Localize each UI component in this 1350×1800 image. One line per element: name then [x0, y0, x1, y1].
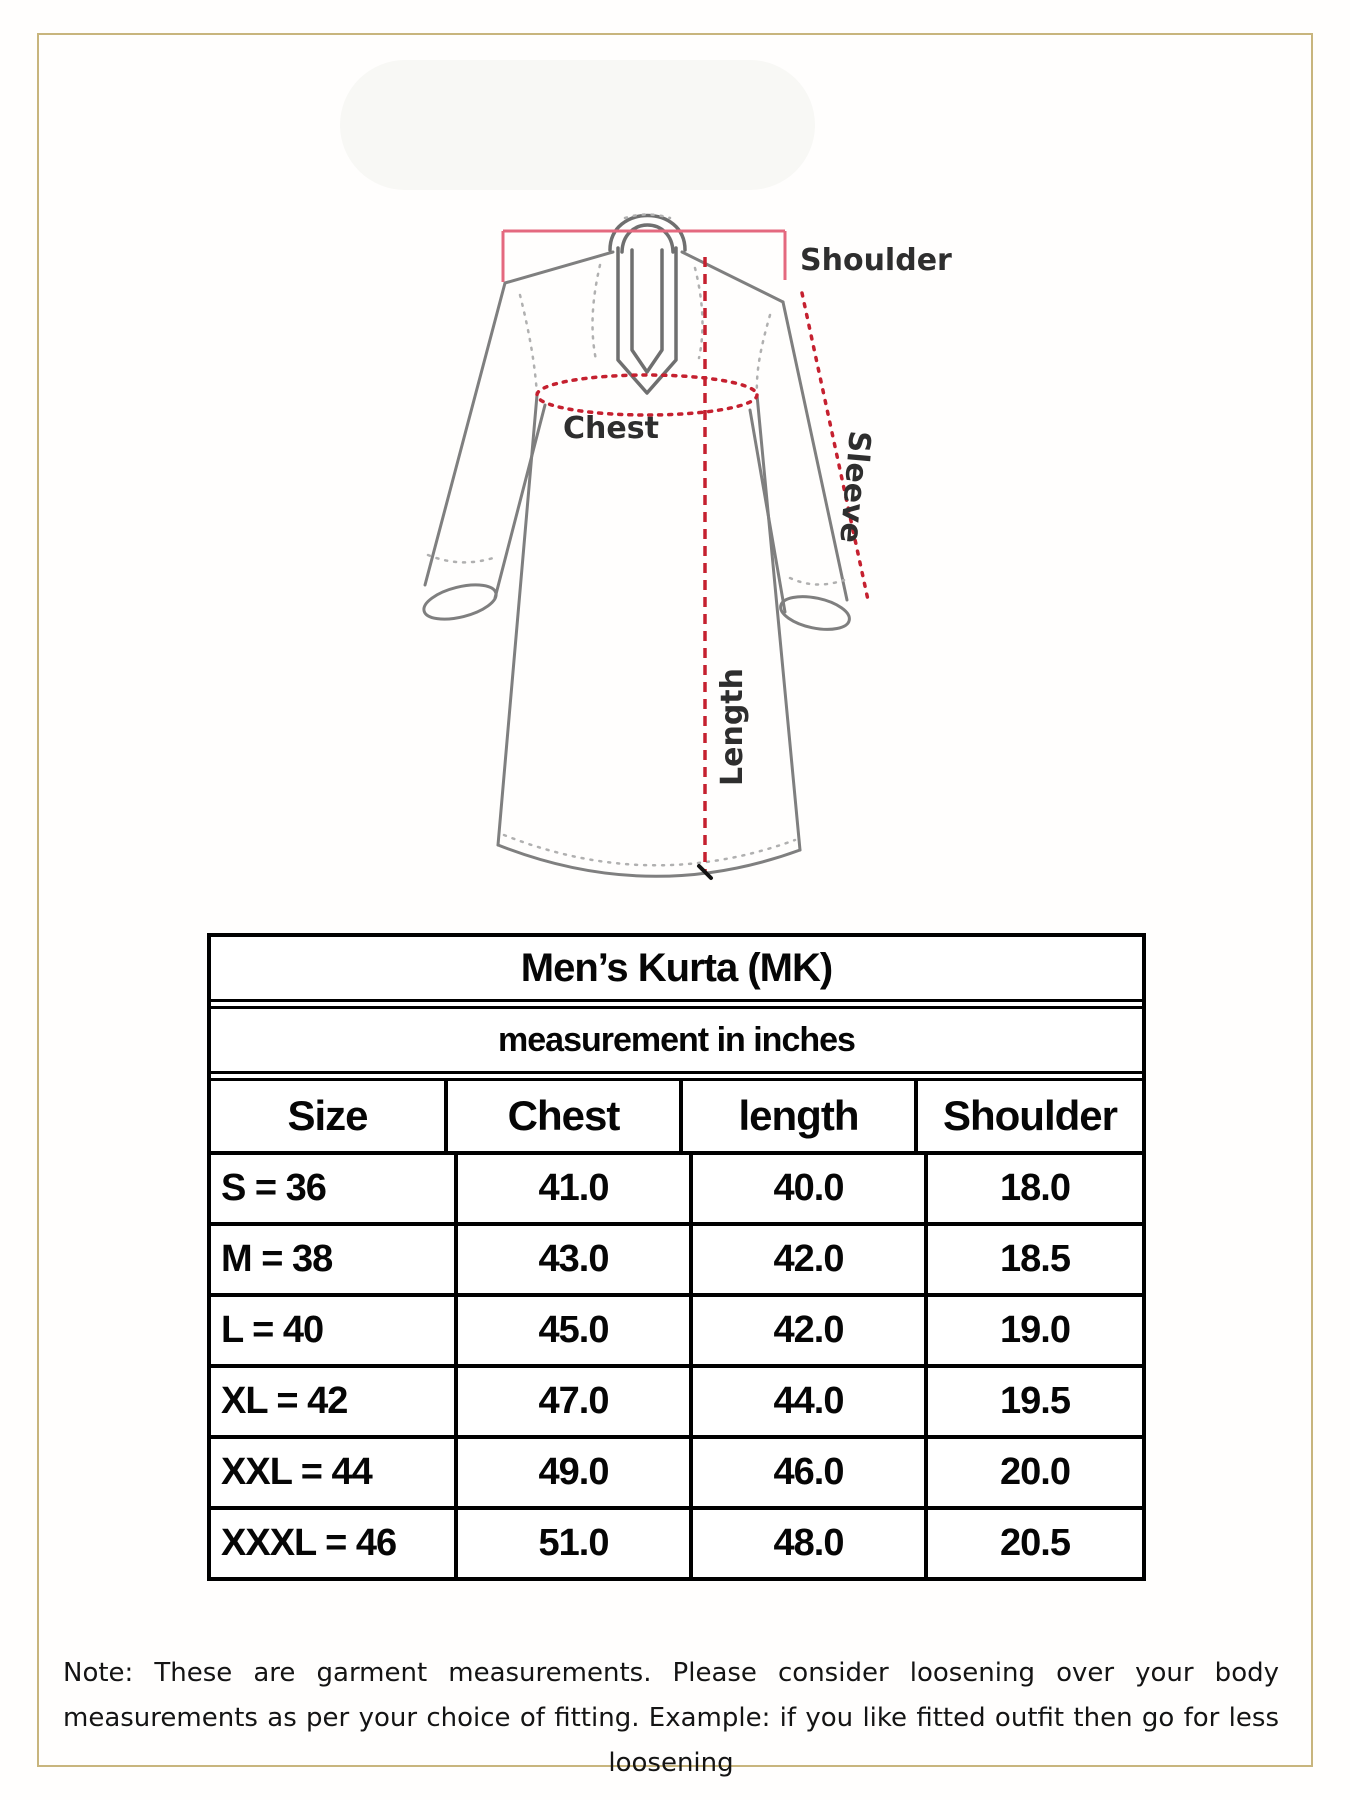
- shoulder-cell: 20.5: [924, 1510, 1142, 1577]
- size-cell: S = 36: [221, 1167, 326, 1209]
- shoulder-cell: 18.0: [924, 1155, 1142, 1222]
- column-header-size: Size: [287, 1092, 368, 1139]
- seam-stitch-dots: [428, 215, 844, 866]
- size-cell: XXXL = 46: [221, 1522, 397, 1564]
- shoulder-measure-line: [503, 231, 785, 282]
- column-header-length: length: [679, 1081, 914, 1151]
- faded-watermark-blob: [340, 60, 815, 190]
- table-row: [211, 1151, 1142, 1222]
- chest-cell: 45.0: [454, 1297, 689, 1364]
- length-cell: 42.0: [689, 1226, 924, 1293]
- size-cell: XXL = 44: [221, 1451, 372, 1493]
- shoulder-cell: 19.0: [924, 1297, 1142, 1364]
- table-subtitle: measurement in inches: [211, 1009, 1142, 1081]
- table-row: [211, 1506, 1142, 1577]
- chest-cell: 43.0: [454, 1226, 689, 1293]
- length-cell: 40.0: [689, 1155, 924, 1222]
- kurta-collar-placket: [610, 216, 685, 394]
- shoulder-label: Shoulder: [800, 243, 952, 278]
- size-cell: M = 38: [221, 1238, 333, 1280]
- chest-measure-ellipse: [537, 375, 757, 415]
- shoulder-cell: 20.0: [924, 1439, 1142, 1506]
- length-cell: 48.0: [689, 1510, 924, 1577]
- length-cell: 42.0: [689, 1297, 924, 1364]
- kurta-outline: [420, 252, 852, 876]
- length-label: Length: [715, 668, 750, 786]
- measurement-note: Note: These are garment measurements. Please consider loosening over your body measurements as per your choice of fitting. Example: if you like fitted outfit then go for less loosening: [63, 1658, 1279, 1778]
- table-title: Men’s Kurta (MK): [211, 937, 1142, 1009]
- red-measure-lines: [537, 257, 868, 872]
- shoulder-cell: 18.5: [924, 1226, 1142, 1293]
- length-cell: 44.0: [689, 1368, 924, 1435]
- length-cell: 46.0: [689, 1439, 924, 1506]
- table-row: [211, 1435, 1142, 1506]
- column-header-shoulder: Shoulder: [914, 1081, 1142, 1151]
- table-row: [211, 1293, 1142, 1364]
- table-row: [211, 1222, 1142, 1293]
- kurta-measurement-diagram: [400, 190, 960, 920]
- size-cell: L = 40: [221, 1309, 324, 1351]
- table-row: [211, 1364, 1142, 1435]
- chest-cell: 51.0: [454, 1510, 689, 1577]
- size-chart-table: [207, 933, 1146, 1581]
- size-cell: XL = 42: [221, 1380, 348, 1422]
- chest-cell: 41.0: [454, 1155, 689, 1222]
- sleeve-label: Sleeve: [832, 429, 877, 545]
- table-header-row: [211, 1081, 1142, 1151]
- shoulder-cell: 19.5: [924, 1368, 1142, 1435]
- chest-cell: 47.0: [454, 1368, 689, 1435]
- chest-cell: 49.0: [454, 1439, 689, 1506]
- column-header-chest: Chest: [444, 1081, 679, 1151]
- chest-label: Chest: [563, 411, 659, 446]
